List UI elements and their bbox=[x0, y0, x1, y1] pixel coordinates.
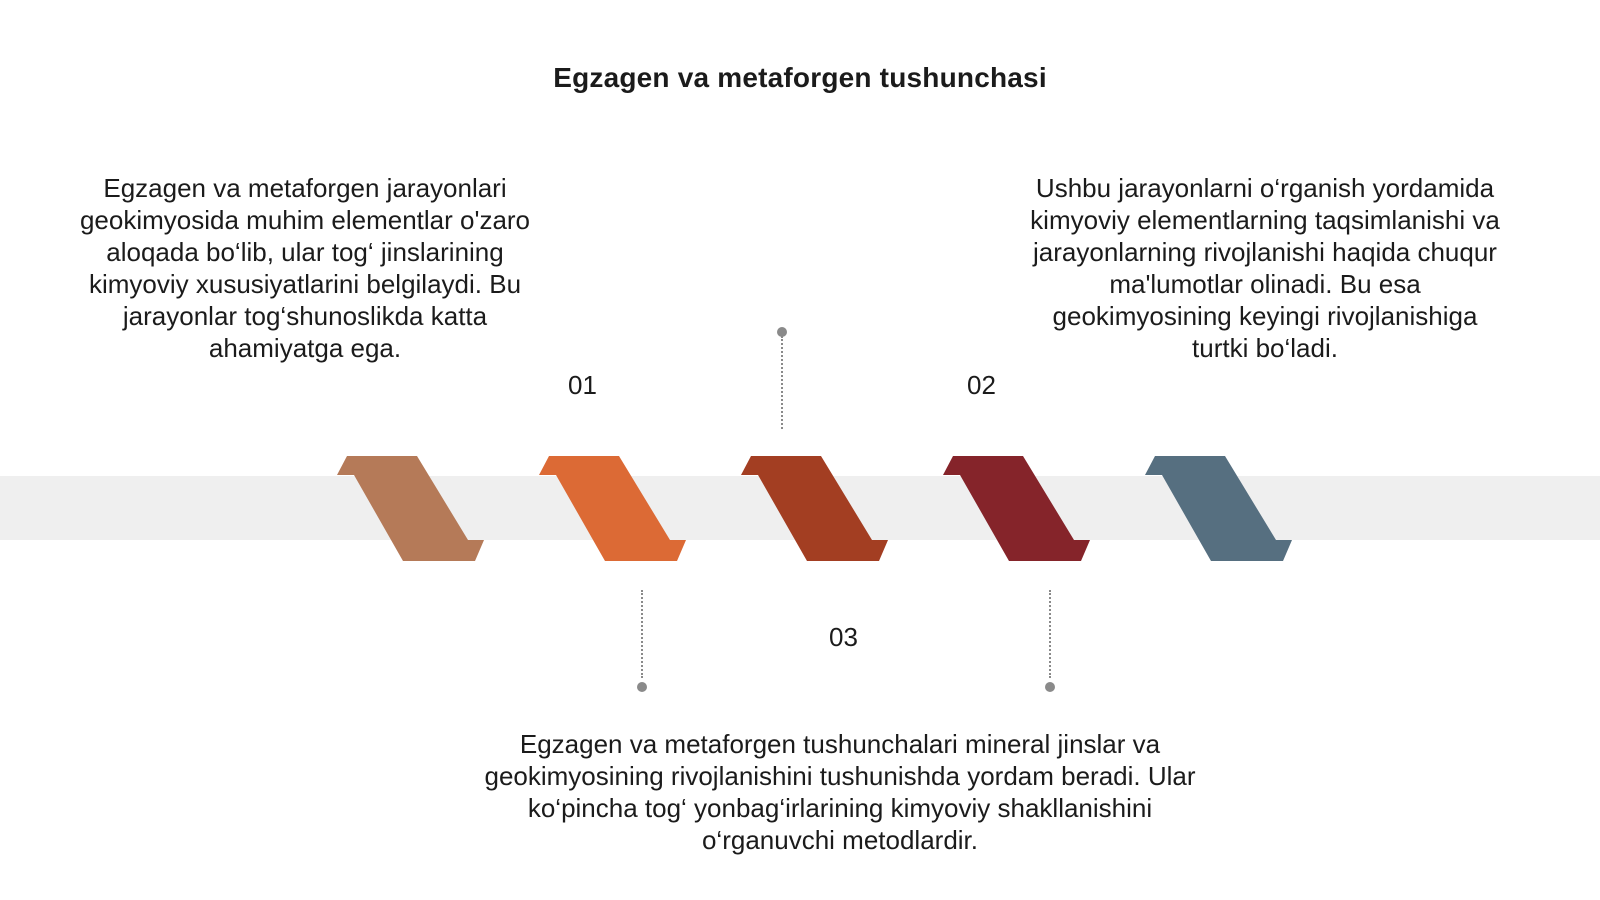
chevron-4 bbox=[943, 456, 1090, 561]
connector-dot-bottom-left bbox=[637, 682, 647, 692]
step-2-description: Ushbu jarayonlarni o‘rganish yordamida kimyoviy elementlarning taqsimlanishi va jarayonlarning rivojlanishi haqida chuqur ma'lumotlar olinadi. Bu esa geokimyosining keyingi rivojlanishiga turtki bo‘ladi. bbox=[1030, 173, 1500, 363]
connector-line-top bbox=[781, 336, 783, 429]
chevron-5 bbox=[1145, 456, 1292, 561]
step-1-number: 01 bbox=[568, 370, 597, 400]
step-3-description: Egzagen va metaforgen tushunchalari mineral jinslar va geokimyosining rivojlanishini tushunishda yordam beradi. Ular ko‘pincha tog‘ yonbag‘irlarining kimyoviy shakllanishini o‘rganuvchi metodlardir. bbox=[484, 729, 1196, 855]
connector-dot-bottom-right bbox=[1045, 682, 1055, 692]
chevron-2 bbox=[539, 456, 686, 561]
connector-line-bottom-right bbox=[1049, 590, 1051, 678]
chevron-3 bbox=[741, 456, 888, 561]
step-2-number: 02 bbox=[967, 370, 996, 400]
connector-line-bottom-left bbox=[641, 590, 643, 678]
chevron-1 bbox=[337, 456, 484, 561]
step-3-number: 03 bbox=[829, 622, 858, 652]
page-title: Egzagen va metaforgen tushunchasi bbox=[553, 62, 1047, 93]
step-1-description: Egzagen va metaforgen jarayonlari geokimyosida muhim elementlar o'zaro aloqada bo‘lib, ular tog‘ jinslarining kimyoviy xususiyatlarini belgilaydi. Bu jarayonlar tog‘shunoslikda katta ahamiyatga ega. bbox=[79, 173, 531, 363]
